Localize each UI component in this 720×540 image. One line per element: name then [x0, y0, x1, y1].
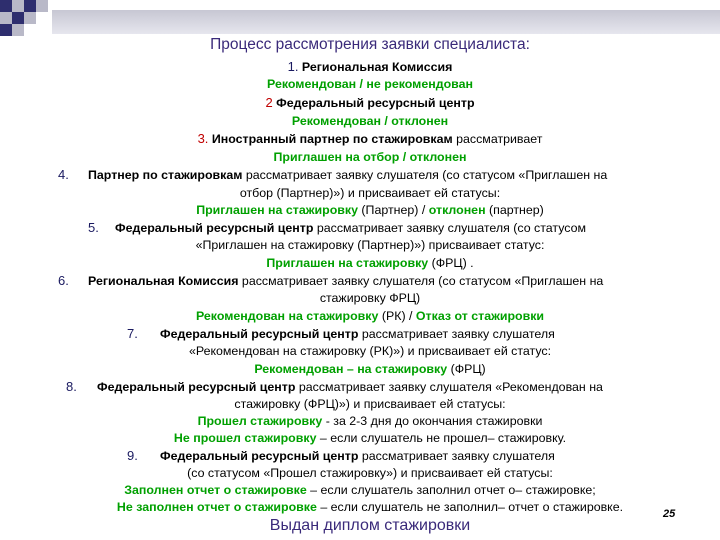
step-text: рассматривает заявку слушателя: [358, 327, 555, 341]
step-number: 6.: [58, 273, 69, 288]
step-actor: Федеральный ресурсный центр: [97, 380, 296, 394]
step-actor: Федеральный ресурсный центр: [160, 449, 359, 463]
step-actor: Региональная Комиссия: [301, 60, 453, 74]
step-text: рассматривает заявку слушателя: [358, 449, 555, 463]
step-1-outcome: Рекомендован / не рекомендован: [267, 77, 473, 91]
step-8-outcome-2: Не прошел стажировку – если слушатель не прошел– стажировку.: [173, 431, 567, 445]
step-5-line2: «Приглашен на стажировку (Партнер)») присваивает статус:: [195, 238, 545, 252]
step-4: [88, 167, 607, 183]
step-9-outcome-1: Заполнен отчет о стажировке – если слушатель заполнил отчет о– стажировке;: [124, 483, 596, 497]
step-number: 2: [265, 95, 273, 110]
step-text: рассматривает заявку слушателя (со статусом: [313, 221, 587, 235]
step-text: рассматривает заявку слушателя «Рекомендован на: [295, 380, 603, 394]
footer-text: Выдан диплом стажировки: [269, 517, 471, 534]
step-1: [0, 59, 720, 75]
step-4-outcome: Приглашен на стажировку (Партнер) / отклонен (партнер): [196, 203, 544, 217]
step-6-line2: стажировку ФРЦ): [319, 291, 421, 305]
step-6: [88, 273, 603, 289]
step-8-outcome-1: Прошел стажировку - за 2-3 дня до окончания стажировки: [197, 414, 543, 428]
step-number: 3.: [197, 131, 209, 146]
step-9-line2: (со статусом «Прошел стажировку») и присваивает ей статусы:: [187, 466, 553, 480]
step-2-outcome: Рекомендован / отклонен: [291, 114, 449, 128]
step-number: 9.: [127, 448, 138, 463]
step-7-outcome: Рекомендован – на стажировку (ФРЦ): [254, 362, 486, 376]
step-9: [160, 448, 555, 464]
step-8: [97, 379, 603, 395]
step-5: [115, 220, 586, 236]
step-number: 8.: [66, 379, 77, 394]
step-actor: Федеральный ресурсный центр: [160, 327, 359, 341]
step-actor: Федеральный ресурсный центр: [115, 221, 314, 235]
step-6-outcome: Рекомендован на стажировку (РК) / Отказ от стажировки: [195, 309, 545, 323]
step-7: [160, 326, 555, 342]
step-3-outcome: Приглашен на отбор / отклонен: [273, 150, 467, 164]
step-number: 1.: [287, 59, 299, 74]
step-actor: Иностранный партнер по стажировкам: [211, 132, 453, 146]
step-actor: Региональная Комиссия: [88, 274, 239, 288]
step-number: 7.: [127, 326, 138, 341]
step-7-line2: «Рекомендован на стажировку (РК)») и присваивает ей статус:: [188, 344, 552, 358]
step-text: рассматривает заявку слушателя (со статусом «Приглашен на: [238, 274, 604, 288]
step-text: рассматривает заявку слушателя (со статусом «Приглашен на: [242, 168, 608, 182]
step-3: [0, 131, 720, 147]
step-5-outcome: Приглашен на стажировку (ФРЦ) .: [266, 256, 474, 270]
step-number: 5.: [88, 220, 99, 235]
slide-title: Процесс рассмотрения заявки специалиста:: [210, 36, 530, 53]
page-number: 25: [663, 508, 676, 520]
step-number: 4.: [58, 167, 69, 182]
step-2: [0, 95, 720, 111]
step-8-line2: стажировку (ФРЦ)») и присваивает ей статусы:: [234, 397, 506, 411]
step-9-outcome-2: Не заполнен отчет о стажировке – если слушатель не заполнил– отчет о стажировке.: [116, 500, 624, 514]
step-actor: Партнер по стажировкам: [88, 168, 243, 182]
step-actor: Федеральный ресурсный центр: [276, 96, 475, 110]
step-4-line2: отбор (Партнер)») и присваивает ей статусы:: [239, 186, 501, 200]
step-text: рассматривает: [452, 132, 543, 146]
